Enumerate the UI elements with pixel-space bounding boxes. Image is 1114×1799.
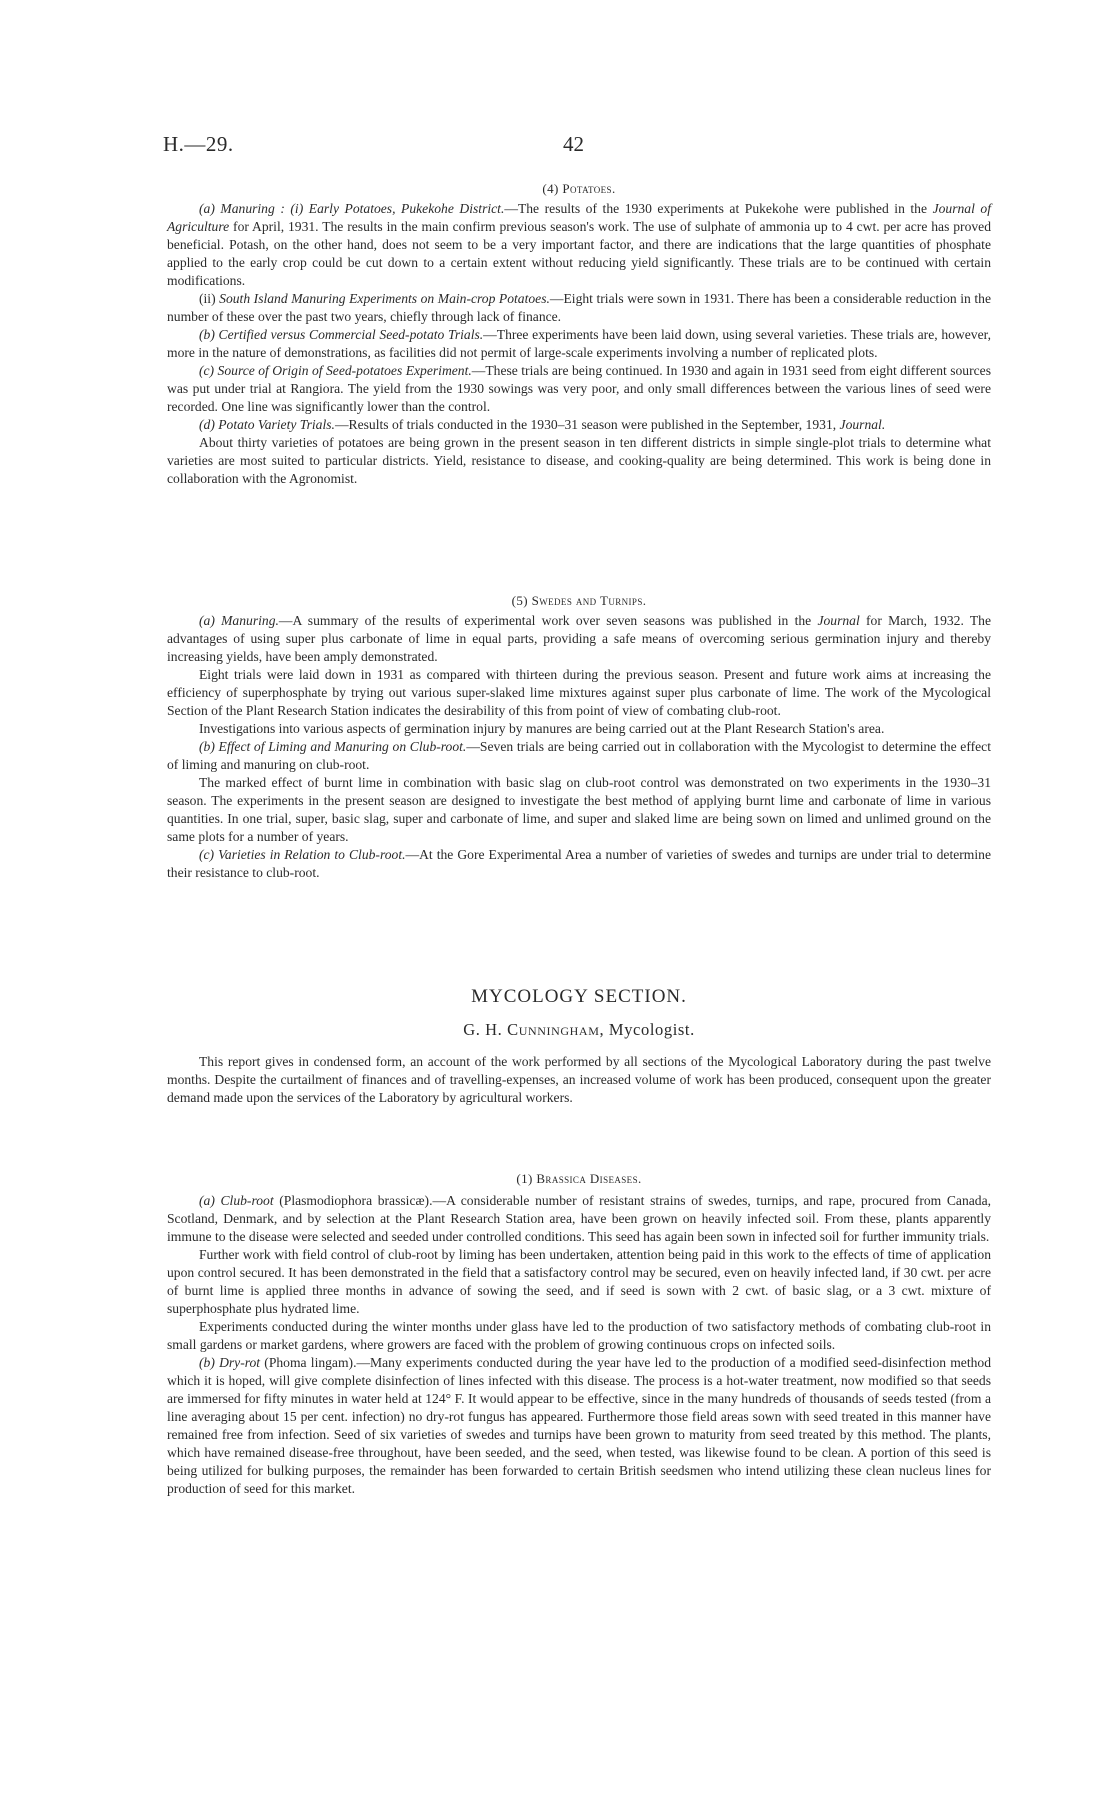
potatoes-para-d [167,416,991,434]
potatoes-para-b [167,326,991,362]
swedes-para-a2: Eight trials were laid down in 1931 as compared with thirteen during the previous season. Present and future work aims at increasing the efficiency of superphosphate by trying out various super-slaked lime mixtures against super plus carbonate of lime. The work of the Mycological Section of the Plant Research Station indicates the desirability of this from point of view of combating club-root. [167,667,991,718]
potatoes-section [167,180,991,488]
label: (c) [199,847,219,862]
text: (Plasmodiophora brassicæ).—A considerable number of resistant strains of swedes, turnips, and rape, procured from Canada, Scotland, Denmark, and by selection at the Plant Research Station area, have been grown on heavily infected soil. From these, plants apparently immune to the disease were selected and seeded under controlled conditions. This seed has again been sown in infected soil for further immunity trials. [167,1193,992,1244]
swedes-heading: (5) Swedes and Turnips. [511,593,647,608]
text: —Results of trials conducted in the 1930–31 season were published in the September, 1931, [334,417,840,432]
subtitle: Potato Variety Trials. [218,417,335,432]
mycology-intro: This report gives in condensed form, an account of the work performed by all sections of the Mycological Laboratory during the past twelve months. Despite the curtailment of finances and of travelling-expenses, an increased volume of work has been produced, consequent upon the greater demand made upon the services of the Laboratory by agricultural workers. [167,1054,991,1105]
document-reference: H.—29. [163,132,234,156]
label: (b) [199,1355,220,1370]
journal-ref: Journal. [839,417,886,432]
page-number: 42 [563,132,584,156]
subtitle: Club-root [220,1193,274,1208]
text: (Phoma lingam).—Many experiments conducted during the year have led to the production of a modified seed-disinfection method which it is hoped, will give complete disinfection of lines infected with this disease. The process is a hot-water treatment, now modified so that seeds are immersed for fifty minutes in water held at 124° F. It would appear to be effective, since in the many hundreds of thousands of seeds tested (from a line averaging about 15 per cent. infection) no dry-rot fungus has appeared. Furthermore those field areas sown with seed treated in this manner have remained free from infection. Seed of six varieties of swedes and turnips have been grown to maturity from seed treated by this method. The plants, which have remained disease-free throughout, have been seeded, and the seed, when tested, was likewise found to be clean. A portion of this seed is being utilized for bulking purposes, the remainder has been forwarded to certain British seedsmen who intend utilizing these clean nucleus lines for production of seed for this market. [167,1355,992,1496]
subtitle: South Island Manuring Experiments on Main-crop Potatoes. [219,291,550,306]
potatoes-heading: (4) Potatoes. [542,181,616,196]
text: for April, 1931. The results in the main confirm previous season's work. The use of sulphate of ammonia up to 4 cwt. per acre has proved beneficial. Potash, on the other hand, does not seem to be a very important factor, and there are indications that the large quantities of phosphate applied to the early crop could be cut down to a certain extent without reducing yield significantly. These trials are to be continued with certain modifications. [167,219,991,288]
brassica-para-a [167,1192,991,1246]
mycology-section [167,985,991,1107]
text: —At the Gore Experimental Area a number of varieties of swedes and turnips are under trial to determine their resistance to club-root. [167,847,991,880]
swedes-para-c [167,846,991,882]
swedes-para-a3: Investigations into various aspects of germination injury by manures are being carried out at the Plant Research Station's area. [199,721,885,736]
brassica-para-a2: Further work with field control of club-root by liming has been undertaken, attention being paid in this work to the effects of time of application upon control secured. It has been demonstrated in the field that a satisfactory control may be secured, even on heavily infected land, if 30 cwt. per acre of burnt lime is applied three months in advance of sowing the seed, and if seed is sown with 2 cwt. of basic slag, or a 3 cwt. mixture of superphosphate plus hydrated lime. [167,1247,991,1316]
label: (b) [199,739,219,754]
label: (c) [199,363,218,378]
text: —Seven trials are being carried out in collaboration with the Mycologist to determine the effect of liming and manuring on club-root. [167,739,991,772]
label: (ii) [199,291,220,306]
text: —Eight trials were sown in 1931. There has been a considerable reduction in the number of these over the past two years, chiefly through lack of finance. [167,291,991,324]
brassica-para-a3: Experiments conducted during the winter months under glass have led to the production of two satisfactory methods of combating club-root in small gardens or market gardens, where growers are faced with the problem of growing continuous crops on infected soils. [167,1319,991,1352]
text: for March, 1932. The advantages of using super plus carbonate of lime in equal parts, providing a safe means of overcoming serious germination injury and thereby increasing yields, have been amply demonstrated. [167,613,991,664]
brassica-section [167,1170,991,1498]
journal-ref: Journal of Agriculture [167,201,991,234]
subtitle: Effect of Liming and Manuring on Club-root. [218,739,467,754]
potatoes-para-a-i [167,200,991,290]
potatoes-para-a-ii [167,290,991,326]
subtitle: Dry-rot [219,1355,261,1370]
author-prefix: G. H. [463,1020,508,1039]
label: (a) [199,1193,221,1208]
author-name: Cunningham [507,1020,600,1039]
subtitle: Manuring. [221,613,279,628]
subtitle: Certified versus Commercial Seed-potato Trials. [218,327,484,342]
swedes-para-b [167,738,991,774]
brassica-para-b [167,1354,991,1498]
subtitle: (i) Early Potatoes, Pukekohe District. [290,201,505,216]
section-title: MYCOLOGY SECTION. [471,986,687,1007]
brassica-heading: (1) Brassica Diseases. [516,1171,642,1186]
author-suffix: , Mycologist. [599,1020,695,1039]
subtitle: Source of Origin of Seed-potatoes Experiment. [217,363,472,378]
potatoes-para-d2: About thirty varieties of potatoes are being grown in the present season in ten different districts in simple single-plot trials to determine what varieties are most suited to particular districts. Yield, resistance to disease, and cooking-quality are being determined. This work is being done in collaboration with the Agronomist. [167,435,991,486]
label: (b) [199,327,219,342]
journal-ref: Journal [817,613,860,628]
subtitle: Varieties in Relation to Club-root. [218,847,406,862]
text: —Three experiments have been laid down, using several varieties. These trials are, however, more in the nature of demonstrations, as facilities did not permit of large-scale experiments involving a number of replicated plots. [167,327,991,360]
label: (a) [199,613,222,628]
text: —These trials are being continued. In 1930 and again in 1931 seed from eight different sources was put under trial at Rangiora. The yield from the 1930 sowings was very poor, and only small differences between the various lines of seed were recorded. One line was significantly lower than the control. [167,363,991,414]
swedes-section [167,592,991,882]
text: —The results of the 1930 experiments at Pukekohe were published in the [504,201,933,216]
label: (a) Manuring : [199,201,285,216]
potatoes-para-c [167,362,991,416]
swedes-para-b2: The marked effect of burnt lime in combination with basic slag on club-root control was demonstrated on two experiments in the 1930–31 season. The experiments in the present season are designed to investigate the best method of applying burnt lime and carbonate of lime in various quantities. In one trial, super, basic slag, super and carbonate of lime, and super and slaked lime are being sown on limed and unlimed ground on the same plots for a number of years. [167,775,991,844]
label: (d) [199,417,219,432]
swedes-para-a [167,612,991,666]
text: —A summary of the results of experimental work over seven seasons was published in the [278,613,818,628]
section-author [167,1019,991,1041]
